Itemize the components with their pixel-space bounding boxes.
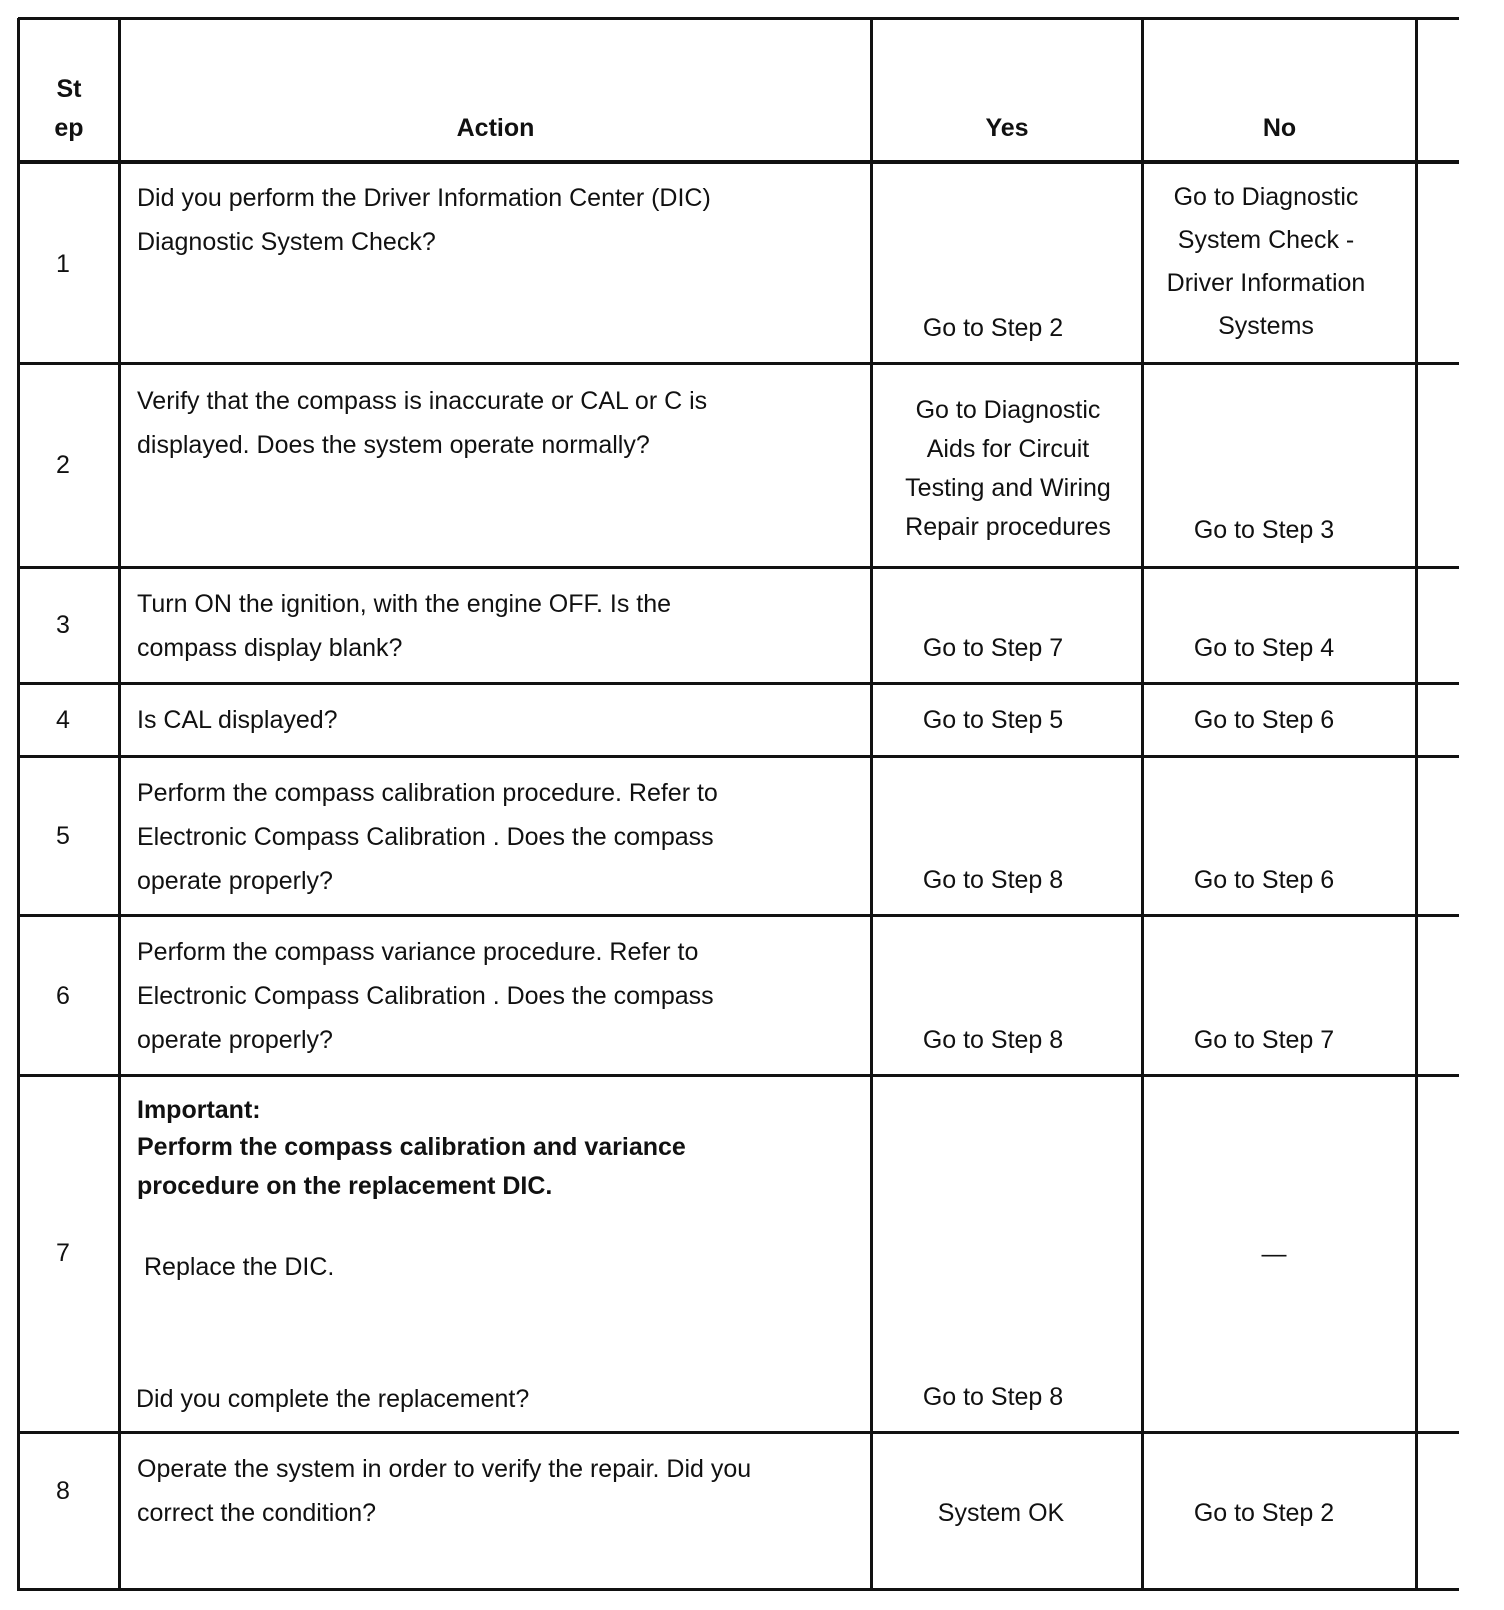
important-label: Important: <box>137 1096 261 1124</box>
action-text <box>137 771 867 903</box>
yes-text: Go to Step 7 <box>922 634 1064 662</box>
grid-line-bottom <box>18 1588 1459 1591</box>
grid-line-row6 <box>18 1074 1459 1077</box>
no-text: Go to Step 6 <box>1193 706 1335 734</box>
yes-text: Go to Step 8 <box>922 1383 1064 1411</box>
action-text <box>137 930 867 1062</box>
grid-line-header <box>18 160 1459 164</box>
action-text <box>137 1447 867 1535</box>
no-line: Go to Diagnostic <box>1173 183 1359 211</box>
action-line: Did you perform the Driver Information Center (DIC) <box>137 184 711 212</box>
action-text <box>137 582 867 670</box>
no-text: Go to Step 4 <box>1193 634 1335 662</box>
no-line: System Check - <box>1177 226 1355 254</box>
action-line: Electronic Compass Calibration . Does the compass <box>137 823 714 851</box>
action-line: Turn ON the ignition, with the engine OFF. Is the <box>137 590 672 618</box>
no-text: Go to Step 3 <box>1193 516 1335 544</box>
grid-line-row5 <box>18 914 1459 917</box>
step-number: 1 <box>56 250 70 278</box>
action-line: Operate the system in order to verify the repair. Did you <box>137 1455 752 1483</box>
grid-line-row2 <box>18 566 1459 569</box>
grid-line-row7 <box>18 1431 1459 1434</box>
action-text <box>137 379 867 467</box>
grid-line-top <box>18 17 1459 20</box>
instruction-text: Replace the DIC. <box>144 1253 335 1281</box>
yes-text: Go to Step 8 <box>922 1026 1064 1054</box>
no-line: Systems <box>1218 312 1314 340</box>
no-dash: — <box>1261 1240 1287 1268</box>
action-text <box>137 176 867 264</box>
action-line: correct the condition? <box>137 1499 377 1527</box>
no-text: Go to Step 6 <box>1193 866 1335 894</box>
yes-line: Aids for Circuit <box>926 435 1090 463</box>
question-text: Did you complete the replacement? <box>136 1385 530 1413</box>
grid-line-row3 <box>18 682 1459 685</box>
header-step <box>20 70 118 148</box>
yes-line: Repair procedures <box>905 513 1111 541</box>
yes-text <box>873 391 1143 547</box>
important-line: Perform the compass calibration and variance <box>137 1133 686 1161</box>
action-line: operate properly? <box>137 1026 333 1054</box>
important-line: procedure on the replacement DIC. <box>137 1172 553 1200</box>
step-number: 5 <box>56 822 70 850</box>
step-number: 6 <box>56 982 70 1010</box>
action-text: Is CAL displayed? <box>137 706 338 734</box>
step-number: 8 <box>56 1477 70 1505</box>
action-line: Electronic Compass Calibration . Does the compass <box>137 982 714 1010</box>
yes-text: Go to Step 8 <box>922 866 1064 894</box>
header-yes: Yes <box>985 114 1029 142</box>
yes-text: Go to Step 2 <box>922 314 1064 342</box>
step-number: 2 <box>56 451 70 479</box>
grid-line-row1 <box>18 362 1459 365</box>
action-line: compass display blank? <box>137 634 403 662</box>
step-number: 7 <box>56 1239 70 1267</box>
yes-line: Go to Diagnostic <box>915 396 1101 424</box>
action-line: displayed. Does the system operate normally? <box>137 431 650 459</box>
no-text <box>1144 176 1388 348</box>
grid-line-action <box>870 18 873 1591</box>
action-line: Verify that the compass is inaccurate or CAL or C is <box>137 387 708 415</box>
step-number: 4 <box>56 706 70 734</box>
action-line: Diagnostic System Check? <box>137 228 436 256</box>
yes-text: System OK <box>937 1499 1065 1527</box>
grid-line-right <box>1415 18 1418 1591</box>
no-text: Go to Step 2 <box>1193 1499 1335 1527</box>
action-line: Perform the compass variance procedure. Refer to <box>137 938 699 966</box>
action-line: operate properly? <box>137 867 333 895</box>
step-number: 3 <box>56 611 70 639</box>
action-line: Perform the compass calibration procedure. Refer to <box>137 779 718 807</box>
no-line: Driver Information <box>1166 269 1366 297</box>
important-text <box>137 1128 867 1206</box>
grid-line-step <box>118 18 121 1591</box>
header-no: No <box>1262 114 1297 142</box>
yes-line: Testing and Wiring <box>905 474 1111 502</box>
header-step-line2: ep <box>54 114 84 142</box>
grid-line-row4 <box>18 755 1459 758</box>
header-step-line1: St <box>56 75 82 103</box>
no-text: Go to Step 7 <box>1193 1026 1335 1054</box>
yes-text: Go to Step 5 <box>922 706 1064 734</box>
header-action: Action <box>456 114 535 142</box>
